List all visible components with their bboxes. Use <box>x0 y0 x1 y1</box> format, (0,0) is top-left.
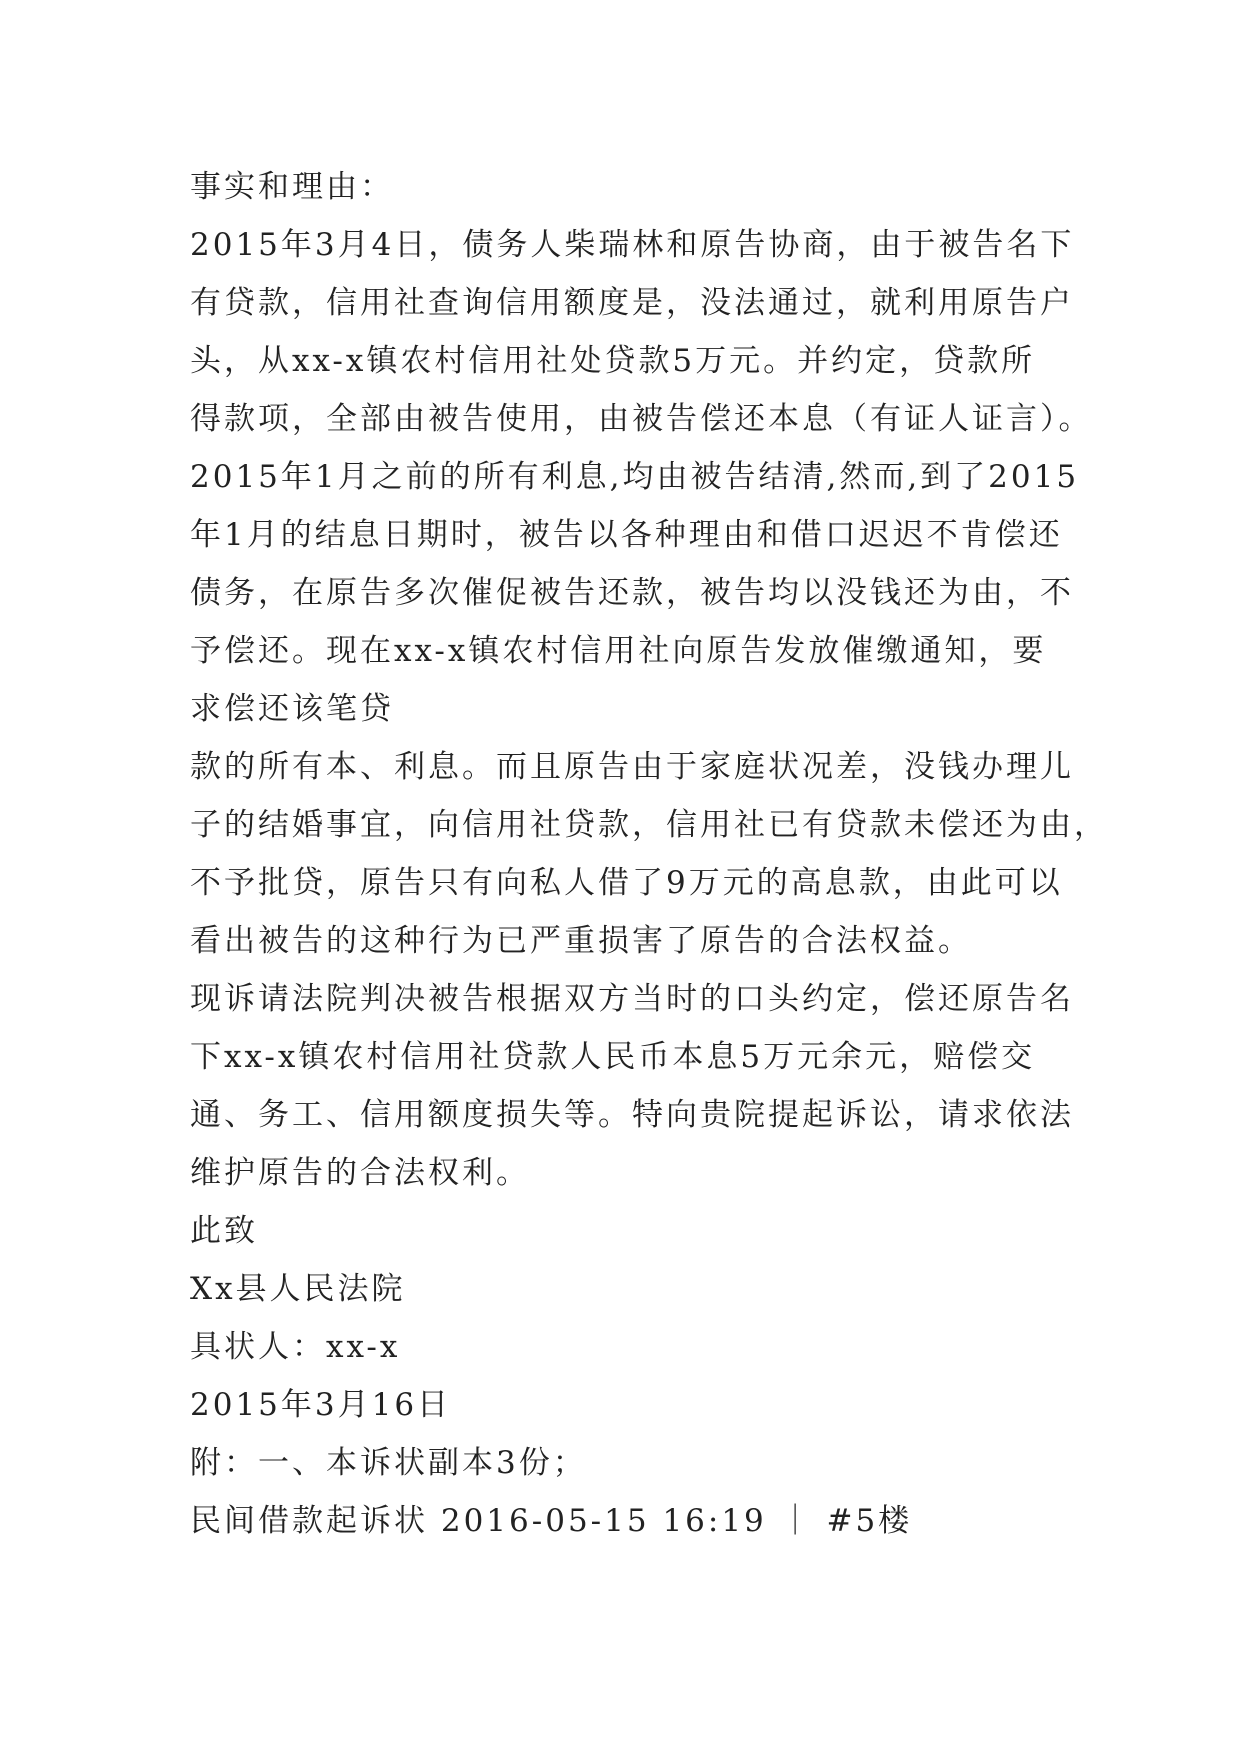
document-body <box>190 158 1108 1550</box>
paragraph-line: 头，从xx-x镇农村信用社处贷款5万元。并约定，贷款所 <box>190 343 1036 379</box>
paragraph-line: 下xx-x镇农村信用社贷款人民币本息5万元余元，赔偿交 <box>190 1039 1036 1075</box>
paragraph-line: 债务，在原告多次催促被告还款，被告均以没钱还为由，不 <box>190 575 1074 611</box>
paragraph-line: 看出被告的这种行为已严重损害了原告的合法权益。 <box>190 923 972 959</box>
paragraph-line: 通、务工、信用额度损失等。特向贵院提起诉讼，请求依法 <box>190 1097 1074 1133</box>
court-addressee: Xx县人民法院 <box>190 1271 406 1307</box>
paragraph-line: 现诉请法院判决被告根据双方当时的口头约定，偿还原告名 <box>190 981 1074 1017</box>
paragraph-line: 求偿还该笔贷 <box>190 691 394 727</box>
paragraph-line: 子的结婚事宜，向信用社贷款，信用社已有贷款未偿还为由， <box>190 807 1108 843</box>
document-date: 2015年3月16日 <box>190 1387 452 1423</box>
attachment-note: 附：一、本诉状副本3份； <box>190 1445 587 1481</box>
paragraph-line: 维护原告的合法权利。 <box>190 1155 530 1191</box>
salutation: 此致 <box>190 1213 258 1249</box>
section-heading: 事实和理由： <box>190 169 394 205</box>
post-footer: 民间借款起诉状 2016-05-15 16:19 ｜ #5楼 <box>190 1503 913 1539</box>
paragraph-line: 得款项，全部由被告使用，由被告偿还本息（有证人证言）。 <box>190 401 1093 437</box>
paragraph-line: 不予批贷，原告只有向私人借了9万元的高息款，由此可以 <box>190 865 1063 901</box>
paragraph-line: 2015年1月之前的所有利息,均由被告结清,然而,到了2015 <box>190 459 1080 495</box>
paragraph-line: 年1月的结息日期时，被告以各种理由和借口迟迟不肯偿还 <box>190 517 1063 553</box>
paragraph-line: 予偿还。现在xx-x镇农村信用社向原告发放催缴通知，要 <box>190 633 1047 669</box>
paragraph-line: 2015年3月4日，债务人柴瑞林和原告协商，由于被告名下 <box>190 227 1075 263</box>
plaintiff-signature: 具状人：xx-x <box>190 1329 401 1365</box>
paragraph-line: 款的所有本、利息。而且原告由于家庭状况差，没钱办理儿 <box>190 749 1074 785</box>
paragraph-line: 有贷款，信用社查询信用额度是，没法通过，就利用原告户 <box>190 285 1074 321</box>
